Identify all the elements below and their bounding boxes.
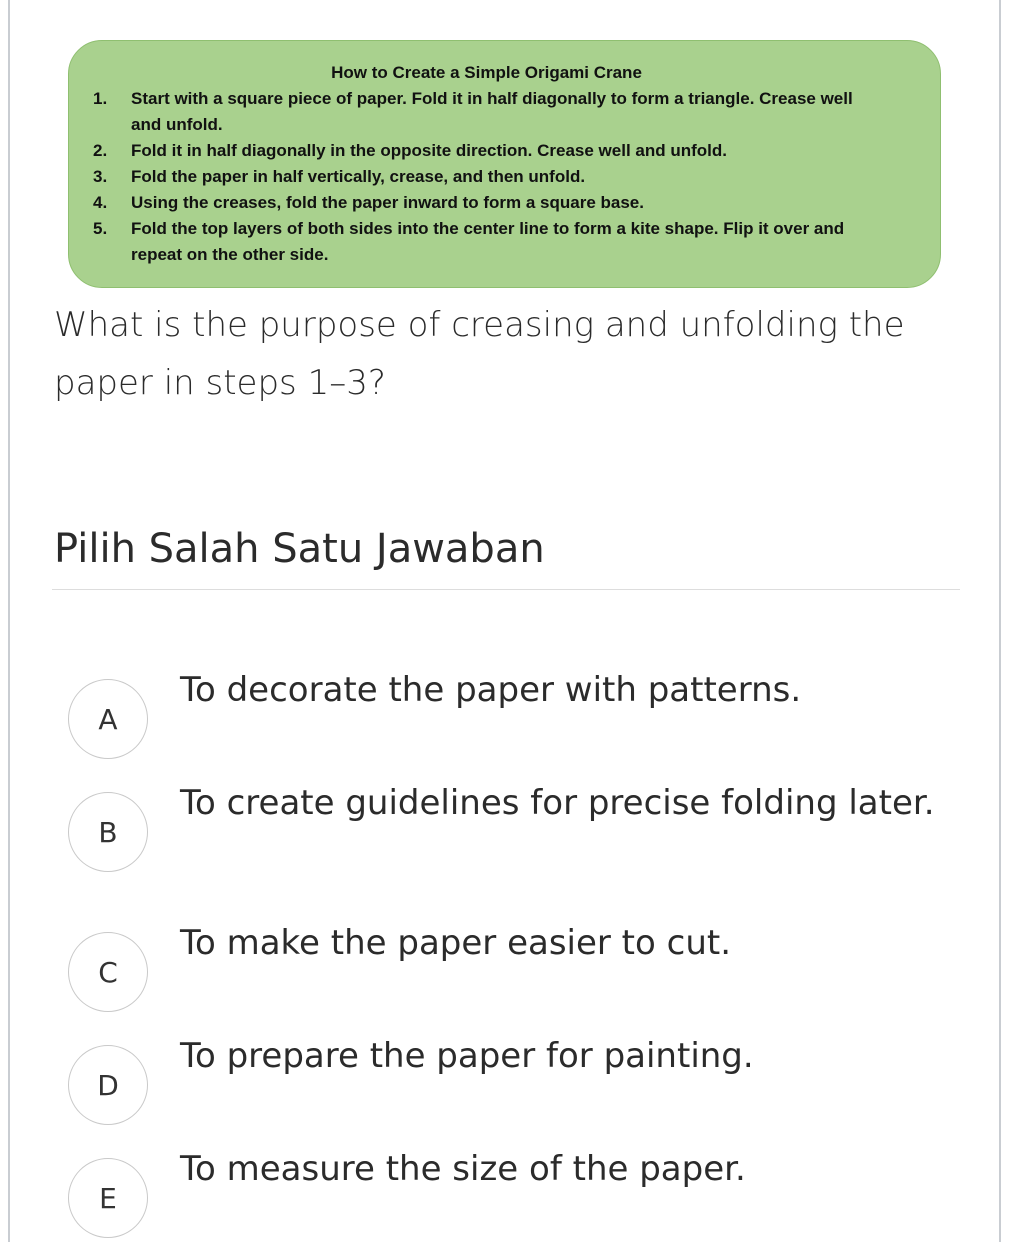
step-number: 5.	[93, 219, 108, 238]
step-item-4	[93, 190, 880, 216]
step-text: Fold it in half diagonally in the opposite direction. Crease well and unfold.	[131, 141, 727, 160]
option-letter-badge[interactable]: A	[68, 679, 148, 759]
step-item-2	[93, 138, 880, 164]
step-item-5	[93, 216, 880, 268]
step-text: Start with a square piece of paper. Fold it in half diagonally to form a triangle. Crease well and unfold.	[131, 89, 853, 134]
answer-heading: Pilih Salah Satu Jawaban	[54, 526, 545, 572]
step-item-1	[93, 86, 880, 138]
step-text: Fold the top layers of both sides into the center line to form a kite shape. Flip it over and repeat on the other side.	[131, 219, 845, 264]
option-letter-badge[interactable]: E	[68, 1158, 148, 1238]
option-text[interactable]: To create guidelines for precise folding later.	[180, 783, 935, 823]
step-number: 2.	[93, 141, 108, 160]
step-number: 1.	[93, 89, 108, 108]
option-letter-badge[interactable]: B	[68, 792, 148, 872]
option-text[interactable]: To measure the size of the paper.	[180, 1149, 746, 1189]
option-letter-badge[interactable]: C	[68, 932, 148, 1012]
step-number: 4.	[93, 193, 108, 212]
option-text[interactable]: To decorate the paper with patterns.	[180, 670, 802, 710]
heading-divider	[52, 589, 960, 590]
instructions-title: How to Create a Simple Origami Crane	[331, 63, 642, 82]
option-text[interactable]: To prepare the paper for painting.	[180, 1036, 754, 1076]
option-letter-badge[interactable]: D	[68, 1045, 148, 1125]
instructions-box	[68, 40, 941, 288]
question-text: What is the purpose of creasing and unfolding the paper in steps 1–3?	[54, 305, 905, 403]
step-text: Using the creases, fold the paper inward to form a square base.	[131, 193, 644, 212]
step-item-3	[93, 164, 880, 190]
steps-list	[93, 86, 880, 268]
step-number: 3.	[93, 167, 108, 186]
option-text[interactable]: To make the paper easier to cut.	[180, 923, 732, 963]
step-text: Fold the paper in half vertically, crease, and then unfold.	[131, 167, 586, 186]
